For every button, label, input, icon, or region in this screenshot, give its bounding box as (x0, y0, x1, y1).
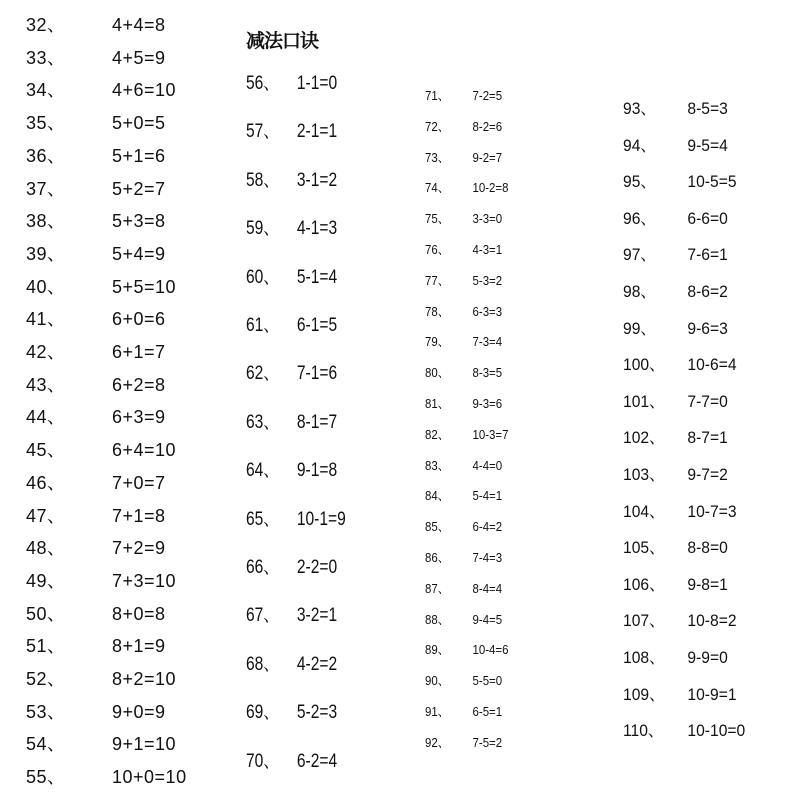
equation: 5+4=9 (112, 243, 166, 264)
equation: 8-7=1 (687, 428, 728, 448)
equation: 10+0=10 (112, 767, 187, 788)
item-number: 90、 (425, 673, 450, 689)
item-number: 43、 (26, 374, 66, 395)
equation: 8+0=8 (112, 603, 166, 624)
item-number: 49、 (26, 570, 66, 591)
equation: 7-5=2 (472, 734, 503, 750)
equation: 6-5=1 (472, 704, 503, 719)
equation: 2-1=1 (296, 121, 338, 143)
item-number: 44、 (26, 407, 66, 428)
item-number: 38、 (26, 211, 66, 232)
item-number: 70、 (246, 750, 279, 772)
item-number: 78、 (425, 303, 450, 319)
item-number: 106、 (623, 574, 665, 594)
equation: 7+1=8 (112, 505, 166, 526)
item-number: 99、 (623, 318, 657, 338)
item-number: 103、 (623, 465, 665, 484)
item-number: 104、 (623, 501, 665, 521)
equation: 5-2=3 (296, 702, 338, 724)
equation: 9+0=9 (112, 701, 166, 722)
equation: 3-3=0 (472, 211, 503, 227)
item-number: 110、 (623, 721, 664, 741)
item-number: 85、 (425, 519, 450, 535)
item-number: 62、 (246, 363, 279, 385)
equation: 10-1=9 (296, 508, 346, 530)
item-number: 50、 (26, 603, 66, 624)
equation: 6+2=8 (112, 374, 166, 395)
item-number: 53、 (26, 701, 66, 722)
item-number: 33、 (26, 47, 66, 68)
equation: 8-6=2 (687, 282, 728, 301)
item-number: 32、 (26, 15, 66, 35)
equation: 5-5=0 (472, 673, 503, 689)
equation: 8-2=6 (472, 118, 503, 134)
item-number: 95、 (623, 172, 657, 192)
item-number: 68、 (246, 653, 279, 675)
equation: 4+5=9 (112, 47, 166, 68)
item-number: 61、 (246, 315, 279, 336)
item-number: 108、 (623, 648, 665, 667)
equation: 5+3=8 (112, 211, 166, 232)
equation: 6-2=4 (296, 750, 338, 772)
equation: 10-3=7 (472, 426, 509, 442)
item-number: 77、 (425, 272, 450, 288)
item-number: 59、 (246, 218, 279, 240)
item-number: 36、 (26, 145, 66, 166)
item-number: 63、 (246, 411, 279, 433)
equation: 8+1=9 (112, 636, 166, 657)
item-number: 74、 (425, 180, 450, 196)
equation: 5-3=2 (472, 272, 503, 288)
item-number: 109、 (623, 684, 665, 704)
equation: 9-9=0 (687, 648, 728, 667)
equation: 1-1=0 (296, 73, 338, 94)
item-number: 100、 (623, 355, 665, 375)
equation: 7+0=7 (112, 472, 166, 493)
equation: 6-6=0 (687, 208, 728, 228)
equation: 5+0=5 (112, 113, 166, 134)
equation: 6-3=3 (472, 303, 503, 319)
equation: 7-1=6 (296, 363, 338, 385)
item-number: 72、 (425, 118, 450, 134)
equation: 7-7=0 (687, 391, 728, 411)
item-number: 41、 (26, 309, 66, 330)
equation: 10-2=8 (472, 180, 509, 196)
equation: 10-4=6 (472, 642, 509, 658)
equation: 10-9=1 (687, 684, 737, 704)
item-number: 98、 (623, 282, 657, 301)
item-number: 55、 (26, 767, 66, 788)
item-number: 75、 (425, 211, 450, 227)
item-number: 60、 (246, 266, 279, 288)
item-number: 66、 (246, 557, 279, 578)
item-number: 45、 (26, 440, 66, 461)
item-number: 56、 (246, 73, 279, 94)
equation: 8-5=3 (687, 99, 728, 118)
item-number: 87、 (425, 580, 450, 596)
item-number: 64、 (246, 460, 279, 482)
equation: 6+4=10 (112, 440, 177, 461)
equation: 6-4=2 (472, 519, 503, 535)
item-number: 102、 (623, 428, 665, 448)
item-number: 94、 (623, 135, 657, 155)
equation: 4-2=2 (296, 653, 338, 675)
equation: 6+3=9 (112, 407, 166, 428)
item-number: 96、 (623, 208, 657, 228)
equation: 7-4=3 (472, 550, 503, 565)
equation: 9-7=2 (687, 465, 728, 484)
item-number: 88、 (425, 611, 450, 627)
equation: 9-8=1 (687, 574, 728, 594)
equation: 9-5=4 (687, 135, 728, 155)
equation: 10-5=5 (687, 172, 737, 192)
equation: 10-8=2 (687, 611, 737, 631)
equation: 2-2=0 (296, 557, 338, 578)
item-number: 67、 (246, 605, 279, 627)
item-number: 97、 (623, 245, 657, 265)
item-number: 101、 (623, 391, 665, 411)
equation: 9-2=7 (472, 149, 503, 165)
equation: 3-1=2 (296, 169, 338, 191)
item-number: 40、 (26, 276, 66, 297)
item-number: 52、 (26, 669, 66, 689)
item-number: 65、 (246, 508, 279, 530)
equation: 6+0=6 (112, 309, 166, 330)
equation: 4+6=10 (112, 80, 177, 101)
item-number: 73、 (425, 149, 450, 165)
equation: 7-2=5 (472, 88, 503, 103)
equation: 5+5=10 (112, 276, 177, 297)
equation: 4+4=8 (112, 15, 166, 35)
item-number: 51、 (26, 636, 66, 657)
equation: 8-1=7 (296, 411, 338, 433)
equation: 5-1=4 (296, 266, 338, 288)
item-number: 57、 (246, 121, 279, 143)
equation: 4-3=1 (472, 242, 503, 257)
equation: 9-6=3 (687, 318, 728, 338)
equation: 4-1=3 (296, 218, 338, 240)
equation: 8-8=0 (687, 538, 728, 558)
item-number: 92、 (425, 734, 450, 750)
item-number: 46、 (26, 472, 66, 493)
equation: 9+1=10 (112, 734, 177, 755)
equation: 6+1=7 (112, 342, 166, 362)
item-number: 86、 (425, 550, 450, 565)
equation: 8-4=4 (472, 580, 503, 596)
item-number: 34、 (26, 80, 66, 101)
equation: 6-1=5 (296, 315, 338, 336)
item-number: 105、 (623, 538, 665, 558)
equation: 9-4=5 (472, 611, 503, 627)
item-number: 47、 (26, 505, 66, 526)
equation: 7-6=1 (687, 245, 728, 265)
equation: 8-3=5 (472, 365, 503, 381)
equation: 5-4=1 (472, 488, 503, 504)
equation: 9-3=6 (472, 396, 503, 411)
item-number: 69、 (246, 702, 279, 724)
equation: 7-3=4 (472, 334, 503, 350)
equation: 7+2=9 (112, 538, 166, 559)
equation: 4-4=0 (472, 457, 503, 473)
item-number: 80、 (425, 365, 450, 381)
equation: 10-10=0 (687, 721, 746, 741)
equation: 10-7=3 (687, 501, 737, 521)
item-number: 35、 (26, 113, 66, 134)
item-number: 54、 (26, 734, 66, 755)
equation: 3-2=1 (296, 605, 338, 627)
item-number: 37、 (26, 178, 66, 199)
item-number: 71、 (425, 88, 450, 103)
item-number: 81、 (425, 396, 450, 411)
equation: 5+1=6 (112, 145, 166, 166)
item-number: 84、 (425, 488, 450, 504)
equation: 5+2=7 (112, 178, 166, 199)
item-number: 79、 (425, 334, 450, 350)
item-number: 83、 (425, 457, 450, 473)
equation: 8+2=10 (112, 669, 177, 689)
item-number: 58、 (246, 169, 279, 191)
item-number: 82、 (425, 426, 450, 442)
item-number: 89、 (425, 642, 450, 658)
item-number: 76、 (425, 242, 450, 257)
item-number: 42、 (26, 342, 66, 362)
item-number: 93、 (623, 99, 657, 118)
item-number: 107、 (623, 611, 665, 631)
equation: 9-1=8 (296, 460, 338, 482)
item-number: 39、 (26, 243, 66, 264)
item-number: 48、 (26, 538, 66, 559)
item-number: 91、 (425, 704, 450, 719)
equation: 7+3=10 (112, 570, 177, 591)
equation: 10-6=4 (687, 355, 737, 375)
page-title: 减法口诀 (246, 30, 319, 52)
